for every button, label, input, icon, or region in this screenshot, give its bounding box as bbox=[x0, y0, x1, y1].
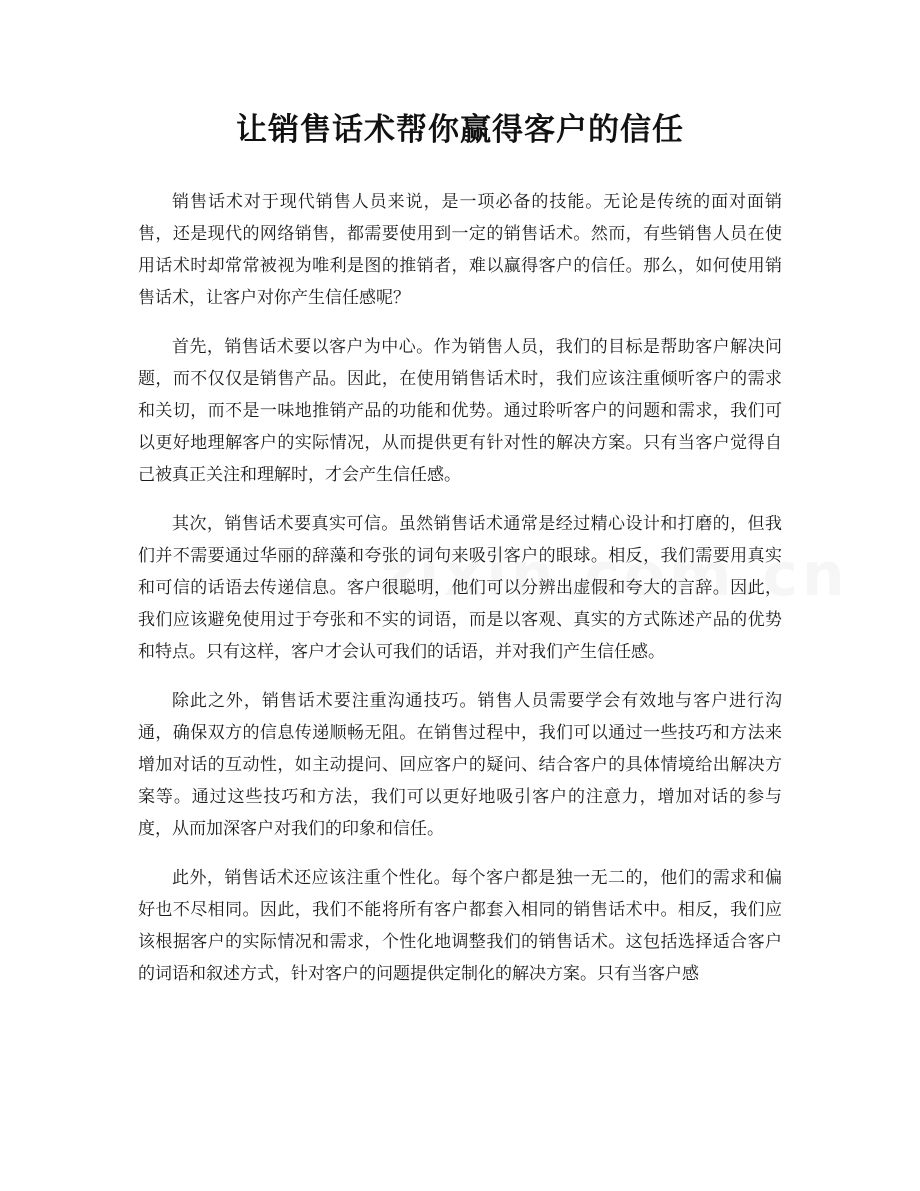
paragraph-1: 销售话术对于现代销售人员来说，是一项必备的技能。无论是传统的面对面销售，还是现代的网络销售，都需要使用到一定的销售话术。然而，有些销售人员在使用话术时却常常被视为唯利是图的推销者，难以赢得客户的信任。那么，如何使用销售话术，让客户对你产生信任感呢？ bbox=[138, 192, 782, 308]
paragraph-3: 其次，销售话术要真实可信。虽然销售话术通常是经过精心设计和打磨的，但我们并不需要通过华丽的辞藻和夸张的词句来吸引客户的眼球。相反，我们需要用真实和可信的话语去传递信息。客户很聪明，他们可以分辨出虚假和夸大的言辞。因此，我们应该避免使用过于夸张和不实的词语，而是以客观、真实的方式陈述产品的优势和特点。只有这样，客户才会认可我们的话语，并对我们产生信任感。 bbox=[138, 514, 782, 662]
paragraph-2: 首先，销售话术要以客户为中心。作为销售人员，我们的目标是帮助客户解决问题，而不仅仅是销售产品。因此，在使用销售话术时，我们应该注重倾听客户的需求和关切，而不是一味地推销产品的功能和优势。通过聆听客户的问题和需求，我们可以更好地理解客户的实际情况，从而提供更有针对性的解决方案。只有当客户觉得自己被真正关注和理解时，才会产生信任感。 bbox=[138, 337, 782, 485]
paragraph-5: 此外，销售话术还应该注重个性化。每个客户都是独一无二的，他们的需求和偏好也不尽相同。因此，我们不能将所有客户都套入相同的销售话术中。相反，我们应该根据客户的实际情况和需求，个性化地调整我们的销售话术。这包括选择适合客户的词语和叙述方式，针对客户的问题提供定制化的解决方案。只有当客户感 bbox=[138, 868, 782, 984]
page-title: 让销售话术帮你赢得客户的信任 bbox=[236, 112, 684, 148]
paragraph-4: 除此之外，销售话术要注重沟通技巧。销售人员需要学会有效地与客户进行沟通，确保双方的信息传递顺畅无阻。在销售过程中，我们可以通过一些技巧和方法来增加对话的互动性，如主动提问、回应客户的疑问、结合客户的具体情境给出解决方案等。通过这些技巧和方法，我们可以更好地吸引客户的注意力，增加对话的参与度，从而加深客户对我们的印象和信任。 bbox=[138, 691, 782, 839]
